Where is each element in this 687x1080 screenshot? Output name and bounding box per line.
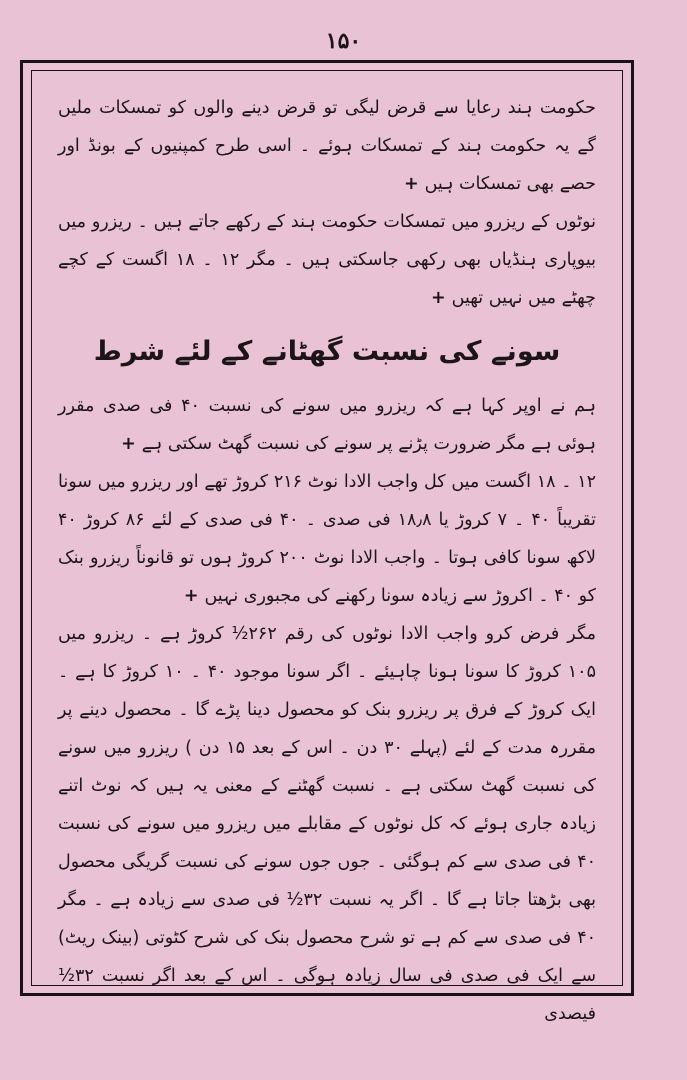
paragraph-text: حکومت ہند رعایا سے قرض لیگی تو قرض دینے والوں کو تمسکات ملیں گے یہ حکومت ہند کے تمسکات ہوئے ۔ اسی طرح کمپنیوں کے بونڈ اور حصے بھی تمسکات ہیں: [58, 98, 596, 194]
paragraph: [58, 203, 596, 317]
page-text: [58, 89, 597, 1024]
paragraph-text: نوٹوں کے ریزرو میں تمسکات حکومت ہند کے رکھے جاتے ہیں ۔ ریزرو میں بیوپاری ہنڈیاں بھی رکھی جاسکتی ہیں ۔ مگر ۱۲ ۔ ۱۸ اگست کے کچے چھٹے میں نہیں تھیں: [58, 212, 596, 308]
section-heading: سونے کی نسبت گھٹانے کے لئے شرط: [93, 336, 561, 367]
page-number: ۱۵۰: [325, 28, 362, 54]
paragraph: [58, 89, 596, 203]
page-border: [20, 60, 634, 1024]
paragraph: [58, 463, 596, 615]
end-mark: +: [403, 174, 419, 194]
paragraph-text: ہم نے اوپر کہا ہے کہ ریزرو میں سونے کی نسبت ۴۰ فی صدی مقرر ہوئی ہے مگر ضرورت پڑنے پر سونے کی نسبت گھٹ سکتی ہے: [58, 396, 596, 454]
paragraph: [58, 387, 596, 463]
page-border-inner: [31, 70, 623, 1024]
end-mark: +: [430, 288, 446, 308]
paragraph-text: مگر فرض کرو واجب الادا نوٹوں کی رقم ۲۶۲½ کروڑ ہے ۔ ریزرو میں ۱۰۵ کروڑ کا سونا ہونا چاہیئے ۔ اگر سونا موجود ۴۰ ۔ ۱۰ کروڑ کا ہے ۔ ایک کروڑ کے فرق پر ریزرو بنک کو محصول دینا پڑے گا ۔ محصول دینے پر مقررہ مدت کے لئے (پہلے ۳۰ دن ۔ اس کے بعد ۱۵ دن ) ریزرو میں سونے کی نسبت گھٹ سکتی ہے ۔ نسبت گھٹنے کے معنی یہ ہیں کہ نوٹ اتنے زیادہ جاری ہوئے کہ کل نوٹوں کے مقابلے میں ریزرو میں سونے کی نسبت ۴۰ فی صدی سے کم ہوگئی ۔ جوں جوں سونے کی نسبت گریگی محصول بھی بڑھتا جاتا ہے گا ۔ اگر یہ نسبت ۳۲½ فی صدی سے زیادہ ہے ۔ مگر ۴۰ فی صدی سے کم ہے تو شرح محصول بنک کی شرح کٹوتی (بینک ریٹ) سے ایک فی صدی فی سال زیادہ ہوگی ۔ اس کے بعد اگر نسبت ۳۲½ فیصدی: [58, 624, 596, 1024]
end-mark: +: [183, 586, 199, 606]
end-mark: +: [121, 434, 136, 454]
paragraph: [58, 615, 596, 1033]
paragraph-text: ۱۲ ۔ ۱۸ اگست میں کل واجب الادا نوٹ ۲۱۶ کروڑ تھے اور ریزرو میں سونا تقریباً ۴۰ ۔ ۷ کروڑ یا ۱۸٫۸ فی صدی ۔ ۴۰ فی صدی کے لئے ۸۶ کروڑ ۴۰ لاکھ سونا کافی ہوتا ۔ واجب الادا نوٹ ۲۰۰ کروڑ ہوں تو قانوناً ریزرو بنک کو ۴۰ ۔ اکروڑ سے زیادہ سونا رکھنے کی مجبوری نہیں: [58, 472, 597, 606]
